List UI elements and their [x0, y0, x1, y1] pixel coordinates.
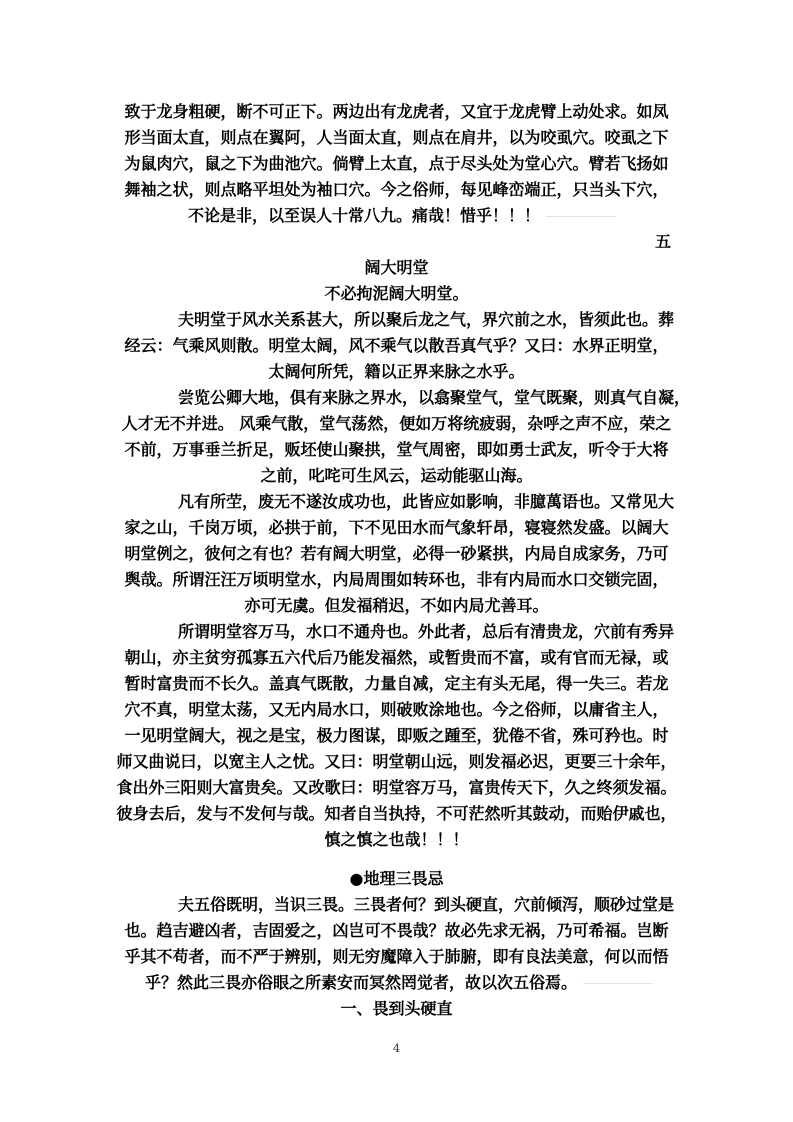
- section-title: 阔大明堂: [364, 258, 429, 277]
- para3-line-5: 亦可无虞。但发福稍迟，不如内局尤善耳。: [244, 596, 549, 615]
- para5-line-4-text: 乎？然此三畏亦俗眼之所素安而冥然罔觉者，故以次五俗焉。: [145, 973, 578, 992]
- para5-line-2: 也。趋吉避凶者，吉固爱之，凶岂可不畏哉？故必先求无祸，乃可希福。岂断: [124, 921, 669, 940]
- para3-line-2: 家之山，千岗万顷，必拱于前，下不见田水而气象轩昂，寝寝然发盛。以阔大: [124, 518, 669, 537]
- intro-line-2: 形当面太直，则点在翼阿，人当面太直，则点在肩井，以为咬虱穴。咬虱之下: [124, 128, 669, 147]
- heading-three-taboos: ●地理三畏忌: [349, 869, 444, 888]
- para3-line-3: 明堂例之，彼何之有也？若有阔大明堂，必得一砂紧拱，内局自成家务，乃可: [124, 544, 669, 563]
- para4-line-6: 师又曲说曰，以宽主人之忧。又曰：明堂朝山远，则发福必迟，更要三十余年，: [116, 752, 677, 771]
- para4-line-3: 暂时富贵而不长久。盖真气既散，力量自减，定主有头无尾，得一失三。若龙: [124, 674, 669, 693]
- section-subtitle: 不必拘泥阔大明堂。: [324, 284, 469, 303]
- para5-line-1: 夫五俗既明，当识三畏。三畏者何？到头硬直，穴前倾泻，顺砂过堂是: [178, 895, 675, 914]
- para4-line-1: 所谓明堂容万马，水口不通舟也。外此者，总后有清贵龙，穴前有秀异: [178, 622, 675, 641]
- para5-line-4: [145, 970, 653, 996]
- para1-line-2: 经云：气乘风则散。明堂太阔，风不乘气以散吾真气乎？又曰：水界正明堂，: [124, 336, 669, 355]
- para3-line-4: 舆哉。所谓汪汪万顷明堂水，内局周围如转环也，非有内局而水口交锁完固，: [124, 570, 669, 589]
- page-number: 4: [393, 1042, 400, 1055]
- para4-line-7: 食出外三阳则大富贵矣。又改歌曰：明堂容万马，富贵传天下，久之终须发福。: [116, 778, 677, 797]
- para3-line-1: 凡有所茔，废无不遂汝成功也，此皆应如影响，非臆萬语也。又常见大: [178, 492, 675, 511]
- para4-line-2: 朝山，亦主贫穷孤寡五六代后乃能发福然，或暂贵而不富，或有官而无禄，或: [124, 648, 669, 667]
- faded-rule: [583, 983, 653, 984]
- para4-line-9: 慎之慎之也哉！！！: [324, 830, 469, 849]
- intro-line-4: 舞袖之状，则点略平坦处为袖口穴。今之俗师，每见峰峦端正，只当头下穴，: [124, 180, 669, 199]
- para4-line-5: 一见明堂阔大，视之是宝，极力图谋，即贩之踵至，犹倦不省，殊可矜也。时: [124, 726, 669, 745]
- para1-line-3: 太阔何所凭，籍以正界来脉之水乎。: [268, 362, 525, 381]
- faded-rule: [546, 216, 616, 217]
- intro-line-5-text: 不论是非，以至误人十常八九。痛哉！惜乎！！！: [188, 206, 541, 225]
- para4-line-4: 穴不真，明堂太荡，又无内局水口，则破败涂地也。今之俗师，以庸省主人，: [124, 700, 669, 719]
- intro-line-3: 为鼠肉穴，鼠之下为曲池穴。倘臂上太直，点于尽头处为堂心穴。臂若飞扬如: [124, 154, 669, 173]
- para2-line-4: 之前，叱咤可生风云，运动能驱山海。: [260, 466, 533, 485]
- intro-line-1: 致于龙身粗硬，断不可正下。两边出有龙虎者，又宜于龙虎臂上动处求。如凤: [124, 102, 669, 121]
- para1-line-1: 夫明堂于风水关系甚大，所以聚后龙之气，界穴前之水，皆须此也。葬: [178, 310, 675, 329]
- para2-line-3: 不前，万事垂兰折足，贩坯使山聚拱，堂气周密，即如勇士武友，听令于大将: [124, 440, 669, 459]
- intro-line-5: [188, 203, 616, 229]
- para4-line-8: 彼身去后，发与不发何与哉。知者自当执持，不可茫然听其鼓动，而贻伊戚也，: [116, 804, 677, 823]
- section-number: 五: [655, 232, 672, 251]
- para2-line-1: 尝览公卿大地，俱有来脉之界水，以翕聚堂气，堂气既聚，则真气自凝，: [178, 388, 691, 407]
- sub-heading: 一、畏到头硬直: [340, 999, 453, 1018]
- para2-line-2: 人才无不并进。 风乘气散，堂气荡然，便如万将统疲弱，杂呼之声不应，荣之: [121, 414, 672, 433]
- para5-line-3: 乎其不苟者，而不严于辨别，则无穷魔障入于肺腑，即有良法美意，何以而悟: [124, 947, 669, 966]
